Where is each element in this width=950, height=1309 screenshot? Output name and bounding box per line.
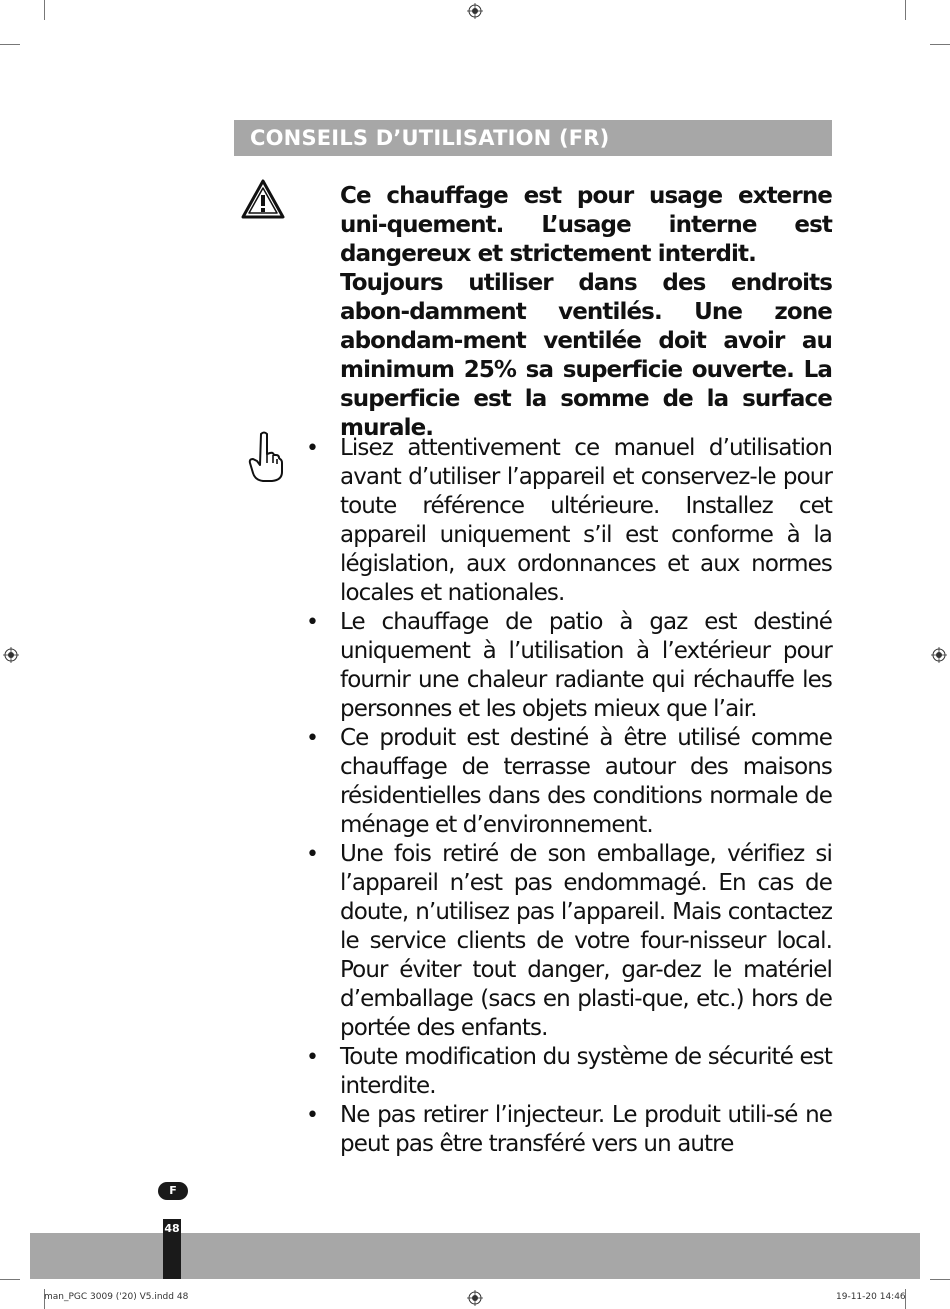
crop-mark-top-right-v [905,0,906,20]
warning-paragraph: Toujours utiliser dans des endroits abon-damment ventilés. Une zone abondam-ment ventilée doit avoir au minimum 25% sa superficie ouverte. La superficie est la somme de la surface murale. [340,270,832,441]
page-number: 48 [164,1222,180,1235]
bullet-glyph: • [306,842,319,867]
pointing-hand-icon [247,430,283,484]
bullet-glyph: • [306,610,319,635]
list-item [306,724,832,840]
list-item-text: Le chauffage de patio à gaz est destiné uniquement à l’utilisation à l’extérieur pour fournir une chaleur radiante qui réchauffe les personnes et les objets mieux que l’air. [340,609,832,722]
warning-text [340,182,832,443]
file-slug: man_PGC 3009 ('20) V5.indd 48 [44,1292,189,1302]
list-item [306,840,832,1043]
registration-mark-icon [3,647,19,663]
section-header [234,120,832,156]
bullet-glyph: • [306,436,319,461]
list-item [306,608,832,724]
crop-mark-bottom-left-h [0,1279,20,1280]
page-number-tab [163,1219,181,1279]
bullet-glyph: • [306,1103,319,1128]
warning-triangle-icon [240,178,286,220]
list-item-text: Lisez attentivement ce manuel d’utilisation avant d’utiliser l’appareil et conservez-le pour toute référence ultérieure. Installez cet appareil uniquement s’il est conforme à la législation, aux ordonnances et aux normes locales et nationales. [340,435,832,606]
registration-mark-icon [467,1290,483,1306]
list-item [306,434,832,608]
list-item-text: Une fois retiré de son emballage, vérifiez si l’appareil n’est pas endommagé. En cas de doute, n’utilisez pas l’appareil. Mais contactez le service clients de votre four-nisseur local. Pour éviter tout danger, gar-dez le matériel d’emballage (sacs en plasti-que, etc.) hors de portée des enfants. [340,841,832,1041]
list-item-text: Toute modification du système de sécurité est interdite. [340,1044,832,1099]
crop-mark-top-left-h [0,44,20,45]
language-badge: F [158,1182,188,1200]
list-item-text: Ce produit est destiné à être utilisé comme chauffage de terrasse autour des maisons résidentielles dans des conditions normale de ménage et d’environnement. [340,725,832,838]
bullet-glyph: • [306,726,319,751]
registration-mark-icon [931,647,947,663]
registration-mark-icon [467,3,483,19]
crop-mark-bottom-right-h [930,1279,950,1280]
list-item-text: Ne pas retirer l’injecteur. Le produit utili-sé ne peut pas être transféré vers un autre [340,1102,832,1157]
crop-mark-top-left-v [44,0,45,20]
safety-notes-list [306,434,832,1159]
list-item [306,1043,832,1101]
warning-paragraph: Ce chauffage est pour usage externe uni-quement. L’usage interne est dangereux et strictement interdit. [340,183,832,267]
bullet-glyph: • [306,1045,319,1070]
date-slug: 19-11-20 14:46 [836,1292,906,1302]
section-title: CONSEILS D’UTILISATION (FR) [250,126,610,150]
crop-mark-top-right-h [930,44,950,45]
list-item [306,1101,832,1159]
